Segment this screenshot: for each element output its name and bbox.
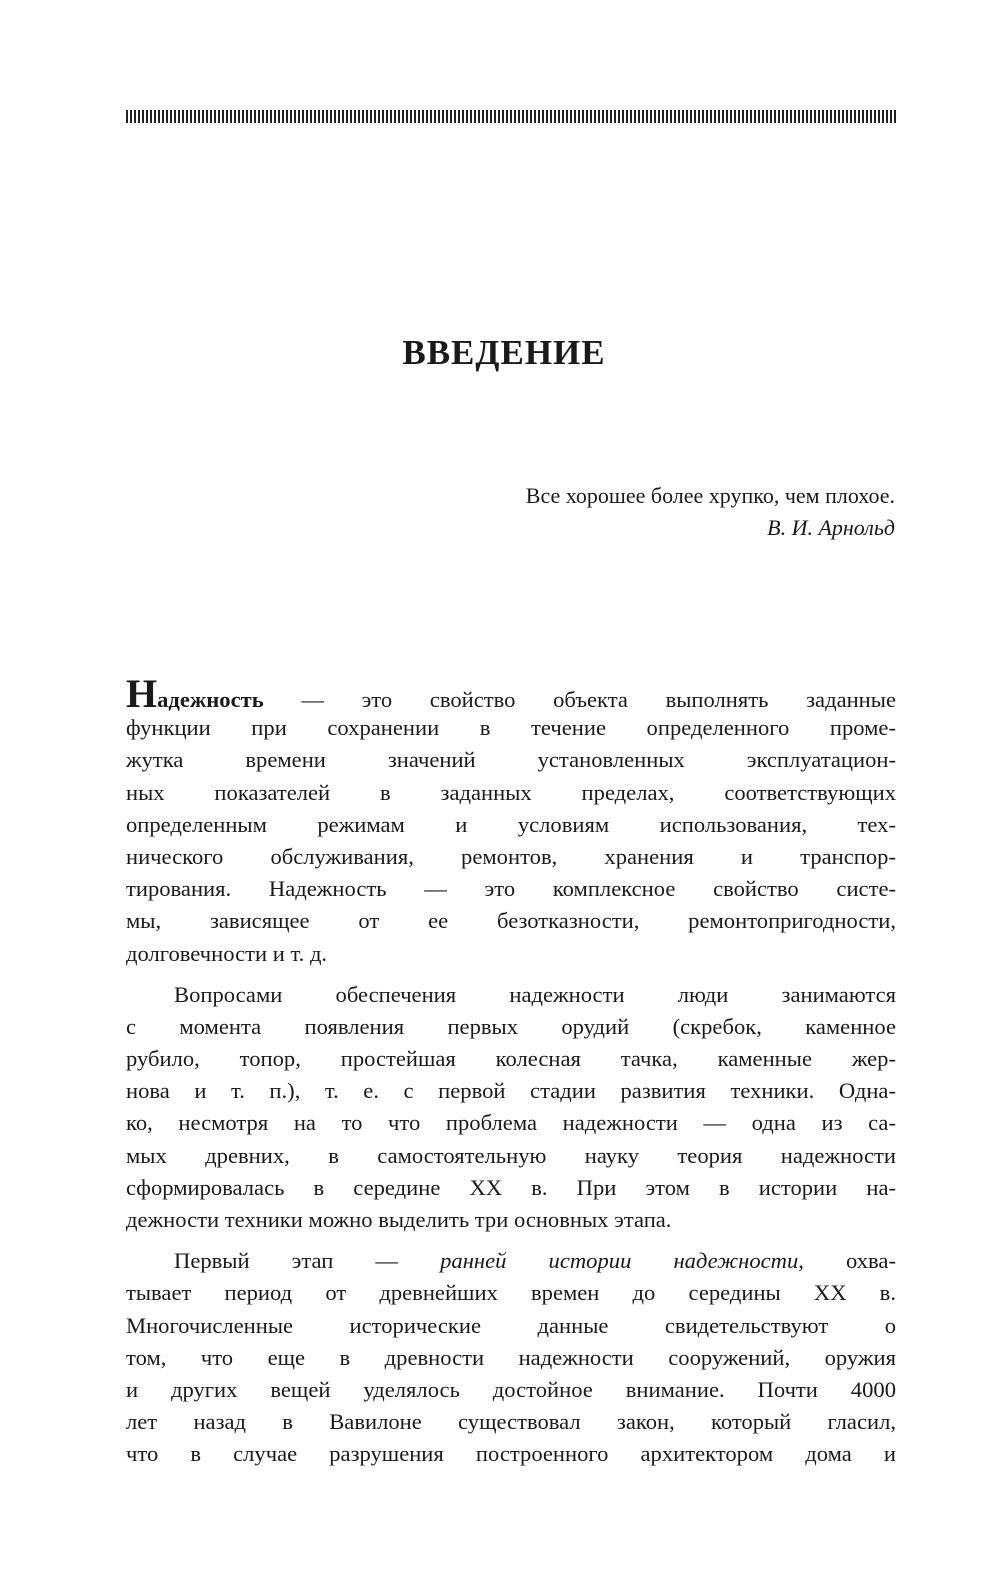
paragraph-history: [126, 979, 896, 1237]
text-line: дежности техники можно выделить три основных этапа.: [126, 1207, 672, 1232]
emphasized-phrase: ранней истории надежности: [440, 1248, 799, 1274]
text-line: сформировалась в середине XX в. При этом в истории на-: [126, 1174, 896, 1200]
text-line: нического обслуживания, ремонтов, хранения и транспор-: [126, 843, 896, 869]
epigraph: [526, 480, 895, 544]
epigraph-author: В. И. Арнольд: [767, 515, 895, 540]
header-decorative-rule: [126, 110, 896, 123]
text-line: долговечности и т. д.: [126, 940, 328, 966]
paragraph-first-stage: [126, 1245, 896, 1470]
text-line: что в случае разрушения построенного архитектором дома и: [126, 1441, 896, 1467]
text-fragment: Первый этап —: [174, 1248, 441, 1274]
text-line: [126, 1245, 896, 1277]
text-line: жутка времени значений установленных эксплуатацион-: [126, 747, 896, 773]
text-line: [126, 671, 896, 716]
text-line: Вопросами обеспечения надежности люди занимаются: [174, 981, 896, 1007]
chapter-title: ВВЕДЕНИЕ: [402, 333, 606, 372]
defined-term: адежность: [157, 687, 264, 712]
drop-cap: Н: [126, 671, 158, 716]
text-line: тывает период от древнейших времен до середины XX в.: [126, 1280, 896, 1306]
text-line: лет назад в Вавилоне существовал закон, который гласил,: [126, 1409, 896, 1435]
text-line: нова и т. п.), т. е. с первой стадии развития техники. Однa-: [126, 1078, 896, 1104]
text-line: определенным режимам и условиям использования, тех-: [126, 811, 896, 837]
body-text: [126, 671, 896, 1471]
paragraph-definition: [126, 671, 896, 970]
text-line: Многочисленные исторические данные свидетельствуют о: [126, 1312, 896, 1338]
epigraph-quote: Все хорошее более хрупко, чем плохое.: [525, 483, 895, 508]
text-fragment: — это свойство объекта выполнять заданные: [263, 687, 896, 712]
text-line: ко, несмотря на то что проблема надежности — одна из са-: [126, 1110, 896, 1136]
text-line: функции при сохранении в течение определенного проме-: [126, 715, 896, 741]
text-line: рубило, топор, простейшая колесная тачка, каменные жер-: [126, 1046, 896, 1072]
text-line: ных показателей в заданных пределах, соответствующих: [126, 779, 896, 805]
text-line: мы, зависящее от ее безотказности, ремонтопригодности,: [126, 908, 896, 934]
text-line: тирования. Надежность — это комплексное свойство систе-: [126, 876, 896, 902]
text-line: и других вещей уделялось достойное внимание. Почти 4000: [126, 1376, 896, 1402]
text-fragment: , охва-: [798, 1248, 896, 1274]
text-line: том, что еще в древности надежности сооружений, оружия: [126, 1344, 896, 1370]
text-line: с момента появления первых орудий (скребок, каменное: [126, 1013, 896, 1039]
text-line: мых древних, в самостоятельную науку теория надежности: [126, 1142, 896, 1168]
